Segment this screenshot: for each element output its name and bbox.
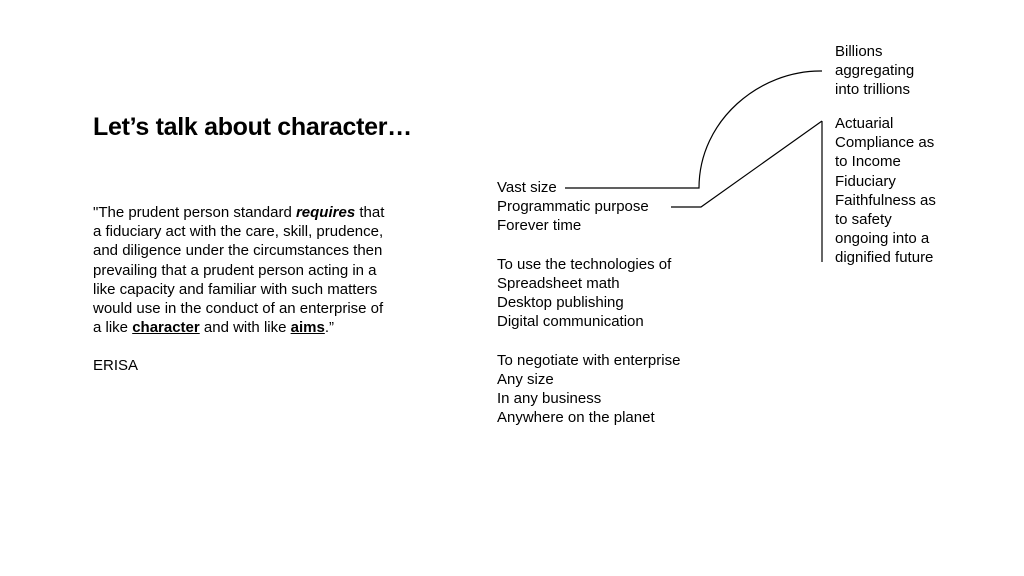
right-item: aggregating [835,62,915,80]
quote-text: that [355,204,385,221]
quote-line-2: a fiduciary act with the care, skill, prudence, [93,223,384,241]
middle-item: Spreadsheet math [497,275,620,292]
middle-item-forever-time: Forever time [497,217,582,235]
middle-item: To negotiate with enterprise [497,351,681,369]
middle-item-vast-size: Vast size [497,179,557,196]
right-item: ongoing into a [835,230,930,248]
right-item: Actuarial [835,115,894,132]
middle-item: In any business [497,390,602,408]
quote-line-5: like capacity and familiar with such matters [93,280,378,298]
quote-line-6: would use in the conduct of an enterprise of [93,300,384,318]
quote-text: a like [93,319,133,337]
right-item: Faithfulness as [835,191,936,209]
middle-item: Any size [497,371,554,388]
quote-underline-character: character [132,319,200,337]
quote-text: "The prudent person standard [93,204,296,221]
right-item: into trillions [835,81,911,99]
quote-line-3: and diligence under the circumstances then [93,242,383,260]
quote-emphasis-requires: requires [295,204,356,221]
middle-item: Digital communication [497,313,644,331]
quote-text: and with like [199,319,291,337]
right-item: dignified future [835,249,934,267]
slide-title: Let’s talk about character… [93,113,412,141]
connector-vast-size-to-billions [565,71,822,188]
quote-text: .” [324,319,334,337]
quote-line-4: prevailing that a prudent person acting in a [93,261,377,279]
middle-item: Anywhere on the planet [497,409,655,427]
connector-purpose-to-actuarial [671,121,822,207]
quote-underline-aims: aims [290,319,325,337]
middle-item: To use the technologies of [497,255,672,273]
right-item: to safety [835,211,892,229]
middle-item: Desktop publishing [497,294,624,312]
middle-item-programmatic-purpose: Programmatic purpose [497,198,649,216]
right-item: Fiduciary [835,172,896,190]
right-item: to Income [835,153,901,171]
quote-source: ERISA [93,357,139,374]
right-item: Compliance as [835,134,935,152]
right-item: Billions [835,43,883,60]
